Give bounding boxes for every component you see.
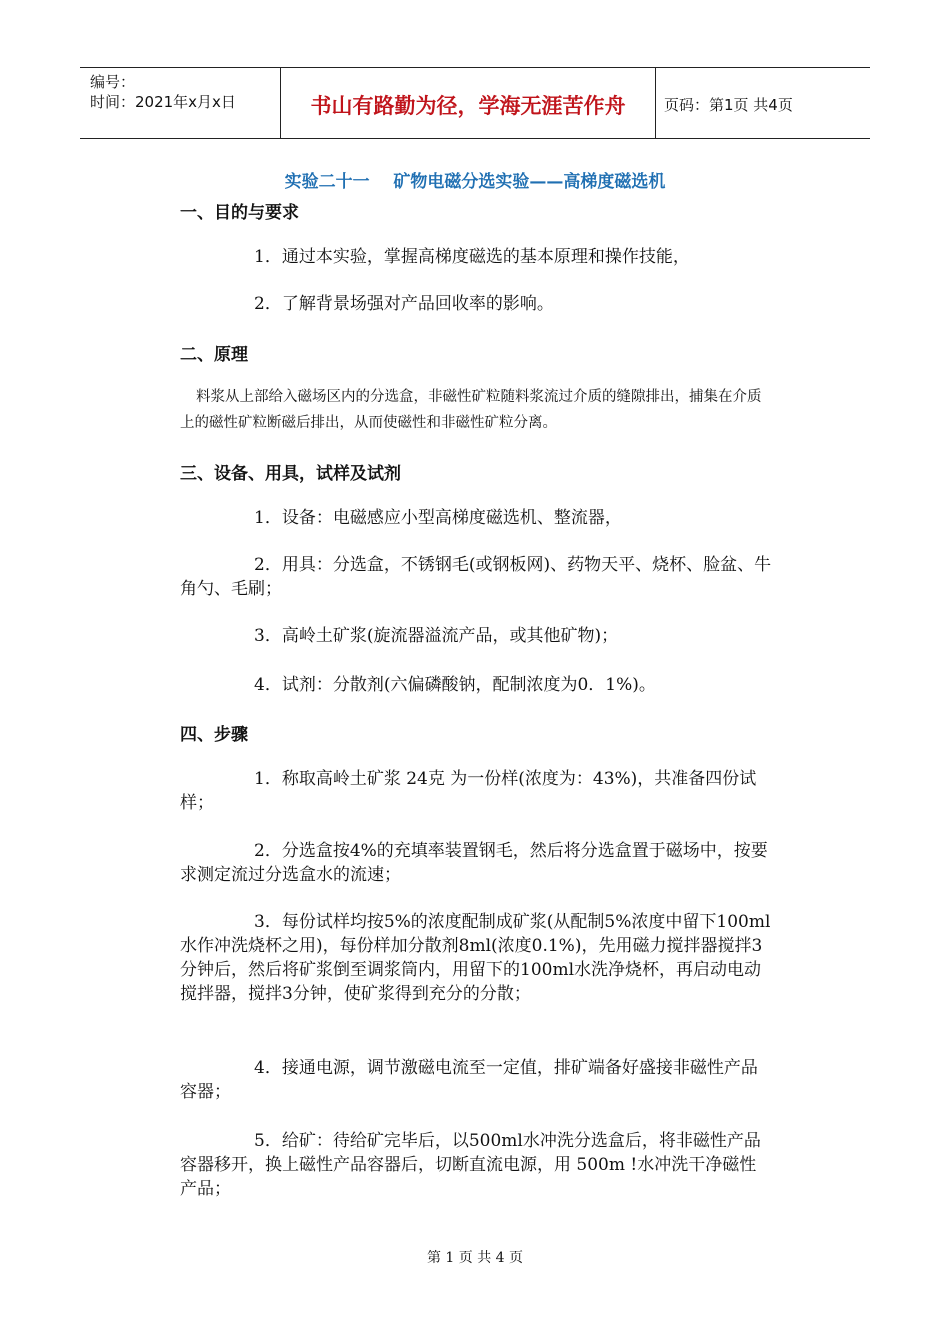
- step-item: 1．称取高岭土矿浆 24克 为一份样(浓度为：43%)，共准备四份试样；: [180, 769, 757, 813]
- purpose-item: 2．了解背景场强对产品回收率的影响。: [254, 294, 554, 314]
- page-footer: 第 1 页 共 4 页: [426, 1250, 524, 1266]
- step-item: 5．给矿：待给矿完毕后，以500ml水冲洗分选盒后，将非磁性产品容器移开，换上磁性产品容器后，切断直流电源，用 500m !水冲洗干净磁性产品；: [180, 1131, 761, 1199]
- equipment-item: 1．设备：电磁感应小型高梯度磁选机、整流器，: [254, 508, 622, 528]
- equipment-item: 4．试剂：分散剂(六偏磷酸钠，配制浓度为0．1%)。: [254, 675, 656, 695]
- step-item: 4．接通电源，调节激磁电流至一定值，排矿端备好盛接非磁性产品容器；: [180, 1058, 758, 1102]
- header-page-info: 页码：第1页 共4页: [664, 96, 793, 114]
- section-heading-equipment: 三、设备、用具，试样及试剂: [180, 464, 401, 484]
- page-header: [80, 67, 870, 139]
- section-heading-principle: 二、原理: [180, 345, 248, 365]
- document-time-label: 时间：2021年x月x日: [90, 93, 236, 111]
- equipment-item: 2．用具：分选盒，不锈钢毛(或钢板网)、药物天平、烧杯、脸盆、牛角勺、毛刷；: [180, 555, 772, 599]
- document-title: 实验二十一 矿物电磁分选实验——高梯度磁选机: [284, 172, 666, 192]
- equipment-item: 3．高岭土矿浆(旋流器溢流产品，或其他矿物)；: [254, 626, 619, 646]
- motto-text: 书山有路勤为径，学海无涯苦作舟: [310, 94, 626, 118]
- purpose-item: 1．通过本实验，掌握高梯度磁选的基本原理和操作技能，: [254, 247, 690, 267]
- step-item: 3．每份试样均按5%的浓度配制成矿浆(从配制5%浓度中留下100ml水作冲洗烧杯之用)，每份样加分散剂8ml(浓度0.1%)，先用磁力搅拌器搅拌3分钟后，然后将矿浆倒至调浆筒内，用留下的100ml水洗净烧杯，再启动电动搅拌器，搅拌3分钟，使矿浆得到充分的分散；: [180, 912, 771, 1004]
- section-heading-purpose: 一、目的与要求: [180, 203, 299, 223]
- header-meta-cell: [80, 68, 280, 138]
- header-motto-cell: [280, 68, 656, 138]
- header-page-cell: [656, 68, 870, 138]
- document-number-label: 编号：: [90, 73, 136, 91]
- section-heading-steps: 四、步骤: [180, 725, 248, 745]
- step-item: 2．分选盒按4%的充填率装置钢毛，然后将分选盒置于磁场中，按要求测定流过分选盒水的流速；: [180, 841, 768, 885]
- principle-paragraph: 料浆从上部给入磁场区内的分选盒，非磁性矿粒随料浆流过介质的缝隙排出，捕集在介质上的磁性矿粒断磁后排出，从而使磁性和非磁性矿粒分离。: [180, 389, 762, 431]
